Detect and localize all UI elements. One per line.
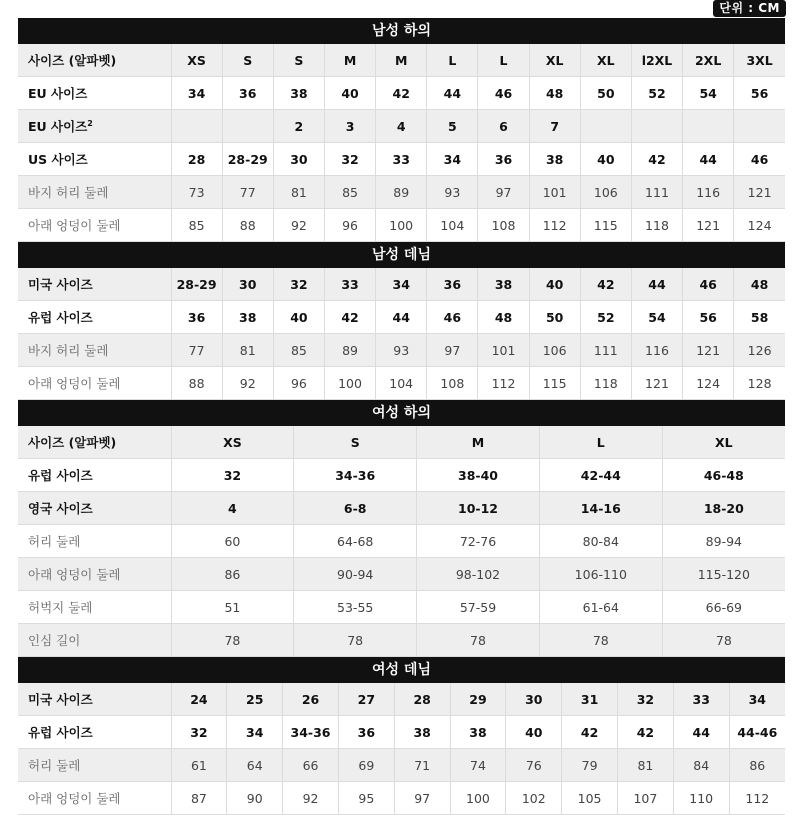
table-cell: 112 [478,367,529,400]
table-cell: 38 [450,716,506,749]
table-cell: XL [662,426,785,459]
table-cell: 85 [171,209,222,242]
table-cell: 90 [227,782,283,815]
table-cell: 101 [529,176,580,209]
table-cell: 4 [376,110,427,143]
table-cell: 78 [171,624,294,657]
table-cell: S [294,426,417,459]
table-cell: 84 [673,749,729,782]
table-cell: 100 [450,782,506,815]
table-cell: 46-48 [662,459,785,492]
table-cell: 44 [673,716,729,749]
row-label: 아래 엉덩이 둘레 [18,367,171,400]
table-cell: 78 [417,624,540,657]
table-cell: 28-29 [171,268,222,301]
table-cell: 40 [580,143,631,176]
table-cell [222,110,273,143]
table-cell: 34 [171,77,222,110]
table-cell: 71 [394,749,450,782]
section-women-bottoms [18,400,785,657]
table-cell: 7 [529,110,580,143]
table-cell: 124 [734,209,785,242]
table-row [18,716,785,749]
table-cell: M [376,44,427,77]
table-cell: 34-36 [294,459,417,492]
table-cell: 31 [562,683,618,716]
table-cell: 116 [631,334,682,367]
table-cell: 38 [394,716,450,749]
table-cell: 34 [729,683,785,716]
table-cell: 28 [394,683,450,716]
table-cell: 124 [683,367,734,400]
table-cell: 51 [171,591,294,624]
table-cell: 36 [478,143,529,176]
table-cell: 38 [273,77,324,110]
section-title: 여성 하의 [18,400,785,426]
table-cell: 112 [729,782,785,815]
table-cell: 42 [376,77,427,110]
size-table [18,683,785,815]
table-cell: 32 [324,143,375,176]
table-cell: 54 [683,77,734,110]
section-men-bottoms [18,18,785,242]
table-cell: 44 [631,268,682,301]
table-cell: 73 [171,176,222,209]
table-cell: 38 [478,268,529,301]
table-cell: 111 [580,334,631,367]
table-cell: 116 [683,176,734,209]
table-cell: 64 [227,749,283,782]
table-cell: 14-16 [539,492,662,525]
size-table [18,268,785,400]
table-cell: 52 [631,77,682,110]
table-cell: 44 [376,301,427,334]
table-cell: 6-8 [294,492,417,525]
table-row [18,268,785,301]
table-cell: 50 [529,301,580,334]
table-cell: 48 [734,268,785,301]
table-cell: 74 [450,749,506,782]
table-cell: 42-44 [539,459,662,492]
row-label: 아래 엉덩이 둘레 [18,209,171,242]
table-cell: 100 [376,209,427,242]
section-men-denim [18,242,785,400]
table-cell: 88 [222,209,273,242]
table-cell: 100 [324,367,375,400]
table-cell: 90-94 [294,558,417,591]
table-row [18,782,785,815]
table-row [18,209,785,242]
table-cell: S [273,44,324,77]
table-cell: 38 [529,143,580,176]
table-cell: 28 [171,143,222,176]
row-label: 사이즈 (알파벳) [18,44,171,77]
table-cell: 110 [673,782,729,815]
table-cell: 34 [227,716,283,749]
table-cell: 29 [450,683,506,716]
table-row [18,749,785,782]
row-label: 아래 엉덩이 둘레 [18,782,171,815]
row-label: 미국 사이즈 [18,683,171,716]
table-cell: XL [529,44,580,77]
table-cell: 121 [734,176,785,209]
table-cell: XS [171,426,294,459]
table-cell: 86 [729,749,785,782]
table-cell: 48 [478,301,529,334]
table-cell: 24 [171,683,227,716]
table-cell: 115-120 [662,558,785,591]
table-cell: l2XL [631,44,682,77]
table-cell: 46 [427,301,478,334]
table-cell: 44 [427,77,478,110]
table-cell: 64-68 [294,525,417,558]
table-row [18,367,785,400]
table-cell: L [478,44,529,77]
table-cell: 61-64 [539,591,662,624]
table-cell: 52 [580,301,631,334]
table-cell: 42 [631,143,682,176]
table-cell: 5 [427,110,478,143]
table-cell: 3XL [734,44,785,77]
table-cell: 98-102 [417,558,540,591]
table-cell: 104 [427,209,478,242]
table-cell: 97 [478,176,529,209]
table-cell: 42 [562,716,618,749]
table-cell: 107 [618,782,674,815]
row-label: 바지 허리 둘레 [18,334,171,367]
table-cell: 38-40 [417,459,540,492]
table-cell: 88 [171,367,222,400]
table-cell: 89 [376,176,427,209]
table-cell: 79 [562,749,618,782]
table-cell: 85 [324,176,375,209]
table-cell: 92 [283,782,339,815]
table-cell: 80-84 [539,525,662,558]
table-cell: 104 [376,367,427,400]
table-row [18,492,785,525]
table-cell: 78 [294,624,417,657]
table-cell: 32 [618,683,674,716]
table-cell: S [222,44,273,77]
table-cell: 27 [338,683,394,716]
table-cell [683,110,734,143]
row-label: EU 사이즈 [18,77,171,110]
table-cell: 96 [273,367,324,400]
table-cell: 56 [734,77,785,110]
size-table [18,44,785,242]
table-cell: 72-76 [417,525,540,558]
table-cell: 10-12 [417,492,540,525]
table-cell: 56 [683,301,734,334]
table-cell: 89 [324,334,375,367]
table-cell: 89-94 [662,525,785,558]
table-cell: 6 [478,110,529,143]
table-cell: 3 [324,110,375,143]
section-title: 남성 하의 [18,18,785,44]
table-cell: 81 [618,749,674,782]
size-chart [18,18,785,815]
table-cell: 36 [338,716,394,749]
table-cell: 42 [618,716,674,749]
table-cell: 44-46 [729,716,785,749]
section-title: 여성 데님 [18,657,785,683]
table-cell: 36 [427,268,478,301]
table-row [18,459,785,492]
table-row [18,525,785,558]
table-cell: 33 [673,683,729,716]
size-table [18,426,785,657]
table-row [18,143,785,176]
table-cell: 93 [376,334,427,367]
table-cell: 54 [631,301,682,334]
row-label: 유럽 사이즈 [18,716,171,749]
table-cell: 86 [171,558,294,591]
table-cell: 38 [222,301,273,334]
table-cell: 111 [631,176,682,209]
table-cell: 97 [394,782,450,815]
row-label: 허리 둘레 [18,749,171,782]
section-title: 남성 데님 [18,242,785,268]
table-cell: 2 [273,110,324,143]
table-cell: 30 [506,683,562,716]
table-cell: 108 [427,367,478,400]
table-cell: 106 [529,334,580,367]
table-row [18,683,785,716]
table-cell: 87 [171,782,227,815]
row-label: 사이즈 (알파벳) [18,426,171,459]
table-cell: XS [171,44,222,77]
table-row [18,77,785,110]
table-cell: 36 [171,301,222,334]
table-cell: 85 [273,334,324,367]
row-label: 허벅지 둘레 [18,591,171,624]
row-label: US 사이즈 [18,143,171,176]
table-cell: 112 [529,209,580,242]
table-row [18,624,785,657]
row-label: 바지 허리 둘레 [18,176,171,209]
table-cell: 128 [734,367,785,400]
row-label: 허리 둘레 [18,525,171,558]
row-label: 유럽 사이즈 [18,301,171,334]
table-cell: 4 [171,492,294,525]
table-cell: 106 [580,176,631,209]
table-cell: 96 [324,209,375,242]
table-cell: 48 [529,77,580,110]
table-cell: L [539,426,662,459]
table-cell: 42 [324,301,375,334]
section-women-denim [18,657,785,815]
table-cell: 95 [338,782,394,815]
row-label: 유럽 사이즈 [18,459,171,492]
table-cell: 32 [273,268,324,301]
row-label: 아래 엉덩이 둘레 [18,558,171,591]
table-cell: 46 [478,77,529,110]
table-cell: 44 [683,143,734,176]
table-cell: 33 [324,268,375,301]
table-cell: 77 [222,176,273,209]
table-cell: 26 [283,683,339,716]
table-cell: 40 [324,77,375,110]
table-cell: 32 [171,716,227,749]
table-cell: 97 [427,334,478,367]
row-label: EU 사이즈$^2$ [18,110,171,143]
table-row [18,110,785,143]
table-cell: M [417,426,540,459]
table-cell: 118 [580,367,631,400]
table-cell: 53-55 [294,591,417,624]
table-cell: 34 [427,143,478,176]
table-cell: 78 [539,624,662,657]
table-cell: 118 [631,209,682,242]
table-cell: 40 [506,716,562,749]
table-cell: 66 [283,749,339,782]
row-label: 미국 사이즈 [18,268,171,301]
table-cell [171,110,222,143]
table-cell: 93 [427,176,478,209]
table-cell: 121 [631,367,682,400]
table-cell: 42 [580,268,631,301]
table-cell: 76 [506,749,562,782]
table-row [18,44,785,77]
table-cell: 32 [171,459,294,492]
table-cell: 105 [562,782,618,815]
table-row [18,591,785,624]
table-cell [631,110,682,143]
table-cell: 78 [662,624,785,657]
table-cell: 81 [222,334,273,367]
table-row [18,176,785,209]
table-cell: 33 [376,143,427,176]
table-cell: 121 [683,334,734,367]
table-cell: 61 [171,749,227,782]
table-cell: 102 [506,782,562,815]
row-label: 인심 길이 [18,624,171,657]
table-cell: 92 [222,367,273,400]
table-cell: 34 [376,268,427,301]
table-cell: 58 [734,301,785,334]
table-cell: 126 [734,334,785,367]
table-cell: 69 [338,749,394,782]
table-row [18,558,785,591]
table-cell: 40 [529,268,580,301]
table-cell: 36 [222,77,273,110]
table-cell: 34-36 [283,716,339,749]
table-row [18,334,785,367]
table-cell: M [324,44,375,77]
table-cell: 81 [273,176,324,209]
table-cell: 18-20 [662,492,785,525]
table-cell: 108 [478,209,529,242]
table-cell: 30 [222,268,273,301]
table-cell: XL [580,44,631,77]
table-cell [734,110,785,143]
table-cell: 2XL [683,44,734,77]
table-cell [580,110,631,143]
table-row [18,426,785,459]
table-cell: 30 [273,143,324,176]
table-cell: 60 [171,525,294,558]
table-cell: L [427,44,478,77]
table-cell: 40 [273,301,324,334]
unit-badge: 단위 : CM [713,0,786,17]
table-cell: 101 [478,334,529,367]
table-cell: 25 [227,683,283,716]
row-label: 영국 사이즈 [18,492,171,525]
table-cell: 28-29 [222,143,273,176]
table-cell: 50 [580,77,631,110]
table-cell: 121 [683,209,734,242]
table-cell: 106-110 [539,558,662,591]
table-cell: 57-59 [417,591,540,624]
table-cell: 46 [683,268,734,301]
table-cell: 92 [273,209,324,242]
table-cell: 77 [171,334,222,367]
table-cell: 66-69 [662,591,785,624]
table-row [18,301,785,334]
table-cell: 115 [580,209,631,242]
table-cell: 115 [529,367,580,400]
table-cell: 46 [734,143,785,176]
